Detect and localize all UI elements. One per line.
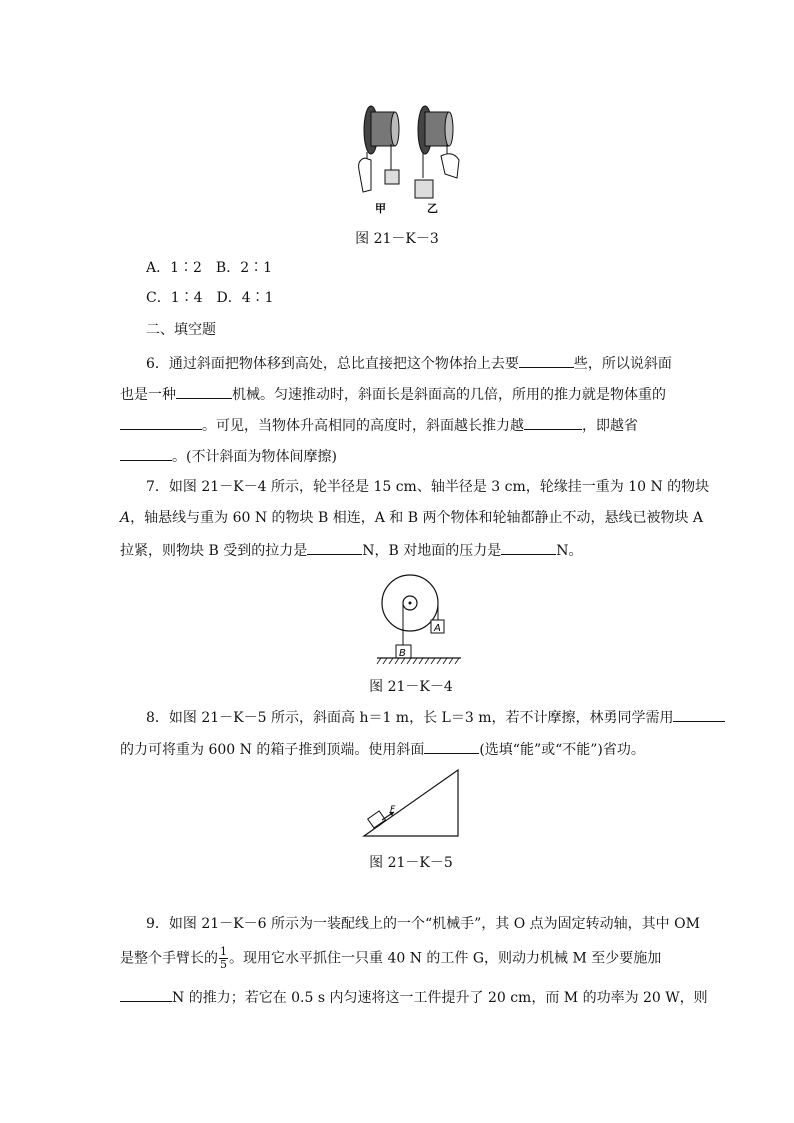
figure-21-k-5-caption: 图 21－K－5 [369,855,453,871]
figure-21-k-3-caption: 图 21－K－3 [355,231,439,247]
figure-21-k-3 [355,100,465,220]
q9-text-2a: 是整个手臂长的 [120,950,218,967]
q6-text-2b: 机械。匀速推动时，斜面长是斜面高的几倍，所用的推力就是物体重的 [232,387,666,403]
block-b-label: B [399,648,406,659]
q8-text-2a: 的力可将重为 600 N 的箱子推到顶端。使用斜面 [120,742,425,758]
q7-text-3c: N。 [556,543,583,559]
q7-text-3b: N，B 对地面的压力是 [362,543,502,559]
figure-3-label-right: 乙 [427,202,438,215]
q9-blank-1[interactable] [120,986,172,1002]
figure-21-k-5 [360,766,464,840]
q7-text-2b: ，轴悬线与重为 60 N 的物块 B 相连，A 和 B 两个物体和轮轴都静止不动，悬线已被物块 A [130,510,704,526]
q6-text-2a: 也是一种 [120,387,176,403]
q6-text-4: 。(不计斜面为物体间摩擦) [172,449,337,465]
q9-text-2b: 。现用它水平抓住一只重 40 N 的工件 G，则动力机械 M 至少要施加 [229,950,662,967]
q8-line-2 [120,738,645,760]
q9-line-2 [120,946,661,971]
q6-blank-2[interactable] [176,383,232,399]
q9-line-3 [120,986,708,1008]
q8-text-1a: 8．如图 21－K－5 所示，斜面高 h＝1 m，长 L＝3 m，若不计摩擦，林勇同学需用 [146,710,674,726]
q6-text-3b: ，即越省 [582,418,638,434]
q6-line-3 [120,414,638,436]
q6-blank-5[interactable] [120,445,172,461]
q9-text-3a: N 的推力；若它在 0.5 s 内匀速将这一工件提升了 20 cm，而 M 的功率为 20 W，则 [172,990,708,1006]
incline [364,770,458,836]
wheel-axle-right [415,106,459,198]
q7-line-3 [120,539,582,561]
block-a-label: A [434,623,441,634]
figure-3-label-left: 甲 [375,202,386,215]
q5-options-line-1: A．1∶2 B．2∶1 [146,260,273,276]
q6-text-1b: 些，所以说斜面 [573,356,672,372]
q8-text-2b: (选填“能”或“不能”)省功。 [479,742,645,758]
q6-text-1a: 6．通过斜面把物体移到高处，总比直接把这个物体抬上去要 [146,356,519,372]
fraction-denominator: 5 [220,958,227,971]
q6-line-4 [120,445,337,467]
q7-blank-2[interactable] [501,539,556,555]
wheel-axle-left [359,106,399,192]
figure-21-k-4 [375,570,465,666]
q6-line-2 [120,383,666,405]
q6-blank-1[interactable] [519,352,574,368]
q7-text-3a: 拉紧，则物块 B 受到的拉力是 [120,543,308,559]
q6-text-3a: 。可见，当物体升高相同的高度时，斜面越长推力越 [202,418,524,434]
q6-blank-3[interactable] [120,414,202,430]
section-title: 二、填空题 [146,322,216,338]
q8-blank-1[interactable] [673,706,725,722]
q8-line-1 [146,706,725,728]
q6-blank-4[interactable] [524,414,582,430]
q5-options-line-2: C．1∶4 D．4∶1 [146,290,274,306]
force-label: F [390,805,396,815]
q6-line-1 [146,352,672,374]
q9-line-1: 9．如图 21－K－6 所示为一装配线上的一个“机械手”，其 O 点为固定转动轴，其中 OM [146,916,700,932]
q7-line-2 [120,508,703,528]
fraction-numerator: 1 [220,945,227,958]
q7-text-2a: A [120,510,131,526]
q8-blank-2[interactable] [424,738,479,754]
q7-line-1: 7．如图 21－K－4 所示，轮半径是 15 cm、轴半径是 3 cm，轮缘挂一重为 10 N 的物块 [146,479,710,495]
fraction-one-fifth [219,946,228,971]
figure-21-k-4-caption: 图 21－K－4 [369,679,453,695]
q7-blank-1[interactable] [307,539,362,555]
